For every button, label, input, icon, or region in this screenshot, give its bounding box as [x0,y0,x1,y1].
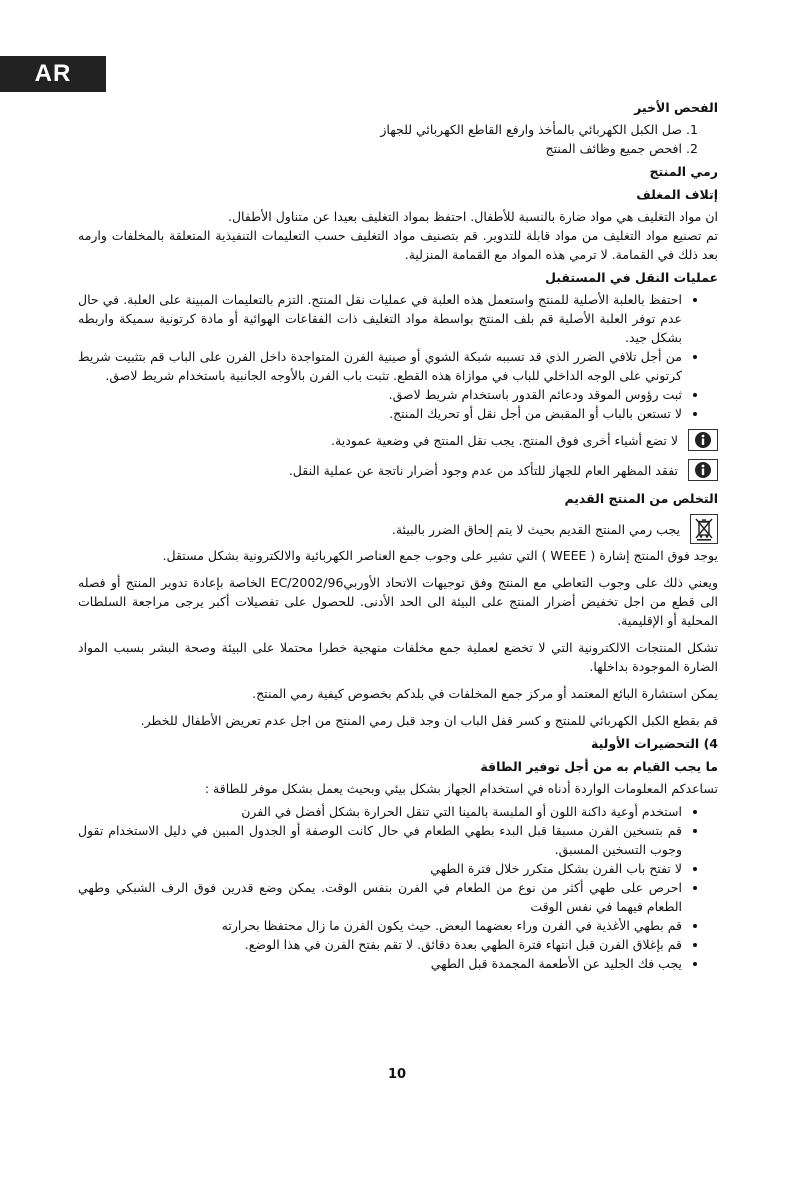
list-item: • احرص على طهي أكثر من نوع من الطعام في الفرن بنفس الوقت. يمكن وضع قدرين فوق الرف الشبكي وطهي الطعام فيهما في نفس الوقت [78,878,682,916]
info-icon [688,459,718,481]
crossed-bin-icon [690,514,718,544]
packaging-paragraph: ان مواد التغليف هي مواد ضارة بالنسبة للأطفال. احتفظ بمواد التغليف بعيدا عن متناول الأطفال. [227,209,718,224]
disposal-title: رمي المنتج [649,164,718,179]
list-item: • يجب فك الجليد عن الأطعمة المجمدة قبل الطهي [78,954,682,973]
info-icon [688,429,718,451]
list-item: • استخدم أوعية داكنة اللون أو الملبسة بالمينا التي تنقل الحرارة بشكل أفضل في الفرن [78,802,682,821]
preparations-title: 4) التحضيرات الأولية [591,736,718,751]
old-product-title: التخلص من المنتج القديم [564,491,718,506]
final-check-list [78,120,718,158]
list-item: • قم بإغلاق الفرن قبل انتهاء فترة الطهي بعدة دقائق. لا تقم بفتح الفرن في هذا الوضع. [78,935,682,954]
energy-saving-intro: تساعدكم المعلومات الواردة أدناه في استخدام الجهاز بشكل بيئي وبحيث يعمل بشكل موفر للطاقة : [204,781,718,796]
old-product-paragraph: يمكن استشارة البائع المعتمد أو مركز جمع المخلفات في بلدكم بخصوص كيفية رمي المنتج. [252,686,718,701]
page-number: 10 [387,1067,407,1082]
old-product-paragraph: ويعني ذلك على وجوب التعاطي مع المنتج وفق توجيهات الاتحاد الأوربي2002/96/EC الخاصة بإعادة تدوير المنتج أو فصله الى قطع من اجل تخفيض أضرار المنتج على البيئة الى الحد الأدنى. للحصول على تفصيلات أكبر يرجى مراجعة السلطات المحلية أو الإقليمية. [78,575,718,628]
energy-saving-title: ما يجب القيام به من أجل توفير الطاقة [480,759,718,774]
language-tab [0,56,106,92]
transport-note [78,429,718,451]
old-product-paragraph: تشكل المنتجات الالكترونية التي لا تخضع لعملية جمع مخلفات منهجية خطرا محتملا على البيئة وصحة البشر بسبب المواد الضارة الموجودة بداخلها. [78,640,718,674]
list-item: • لا تفتح باب الفرن بشكل متكرر خلال فترة الطهي [78,859,682,878]
energy-saving-list [78,802,718,973]
packaging-paragraph: تم تصنيع مواد التغليف من مواد قابلة للتدوير. قم بتصنيف مواد التغليف حسب التعليمات التنفيذية المتعلقة بالمخلفات وارمه بعد ذلك في القمامة. لا ترمي هذه المواد مع القمامة المنزلية. [78,228,718,262]
final-check-title: الفحص الأخير [634,100,718,115]
weee-row [78,514,718,544]
list-item: • احتفظ بالعلبة الأصلية للمنتج واستعمل هذه العلبة في عمليات نقل المنتج. التزم بالتعليمات المبينة على العلبة. في حال عدم توفر العلبة الأصلية قم بلف المنتج بواسطة مواد التغليف ذات الفقاعات الهوائية أو مادة كرتونية سميكة واربطه بشكل جيد. [78,290,682,347]
list-item: • ثبت رؤوس الموقد ودعائم القدور باستخدام شريط لاصق. [78,385,682,404]
transport-title: عمليات النقل في المستقبل [545,270,718,285]
list-item: 1. صل الكبل الكهربائي بالمأخذ وارفع القاطع الكهربائي للجهاز [78,120,682,139]
old-product-paragraph: قم بقطع الكبل الكهربائي للمنتج و كسر قفل الباب ان وجد قبل رمي المنتج من اجل عدم تعريض الأطفال للخطر. [140,713,718,728]
transport-note [78,459,718,481]
old-product-paragraph: يوجد فوق المنتج إشارة ( WEEE ) التي تشير على وجوب جمع العناصر الكهربائية والالكترونية بشكل مستقل. [162,548,718,563]
page-content [78,94,718,977]
language-tab-label: AR [34,60,72,87]
transport-list [78,290,718,423]
list-item: • قم بتسخين الفرن مسبقا قبل البدء بطهي الطعام في حال كانت الوصفة أو الجدول المبين في دليل الاستخدام تقول وجوب التسخين المسبق. [78,821,682,859]
packaging-title: إتلاف المغلف [636,187,718,202]
note-text: لا تضع أشياء أخرى فوق المنتج. يجب نقل المنتج في وضعية عمودية. [331,432,678,448]
list-item: • قم بطهي الأغذية في الفرن وراء بعضهما البعض. حيث يكون الفرن ما زال محتفظا بحرارته [78,916,682,935]
list-item: • من أجل تلافي الضرر الذي قد تسببه شبكة الشوي أو صينية الفرن المتواجدة داخل الفرن على الباب قم بتثبيت شريط كرتوني على الوجه الداخلي للباب في موازاة هذه القطع. تثبت باب الفرن بالأوجه الجانبية باستخدام شريط لاصق. [78,347,682,385]
list-item: • لا تستعن بالباب أو المقبض من أجل نقل أو تحريك المنتج. [78,404,682,423]
weee-text: يجب رمي المنتج القديم بحيث لا يتم إلحاق الضرر بالبيئة. [391,521,680,537]
list-item: 2. افحص جميع وظائف المنتج [78,139,682,158]
note-text: تفقد المظهر العام للجهاز للتأكد من عدم وجود أضرار ناتجة عن عملية النقل. [288,462,678,478]
